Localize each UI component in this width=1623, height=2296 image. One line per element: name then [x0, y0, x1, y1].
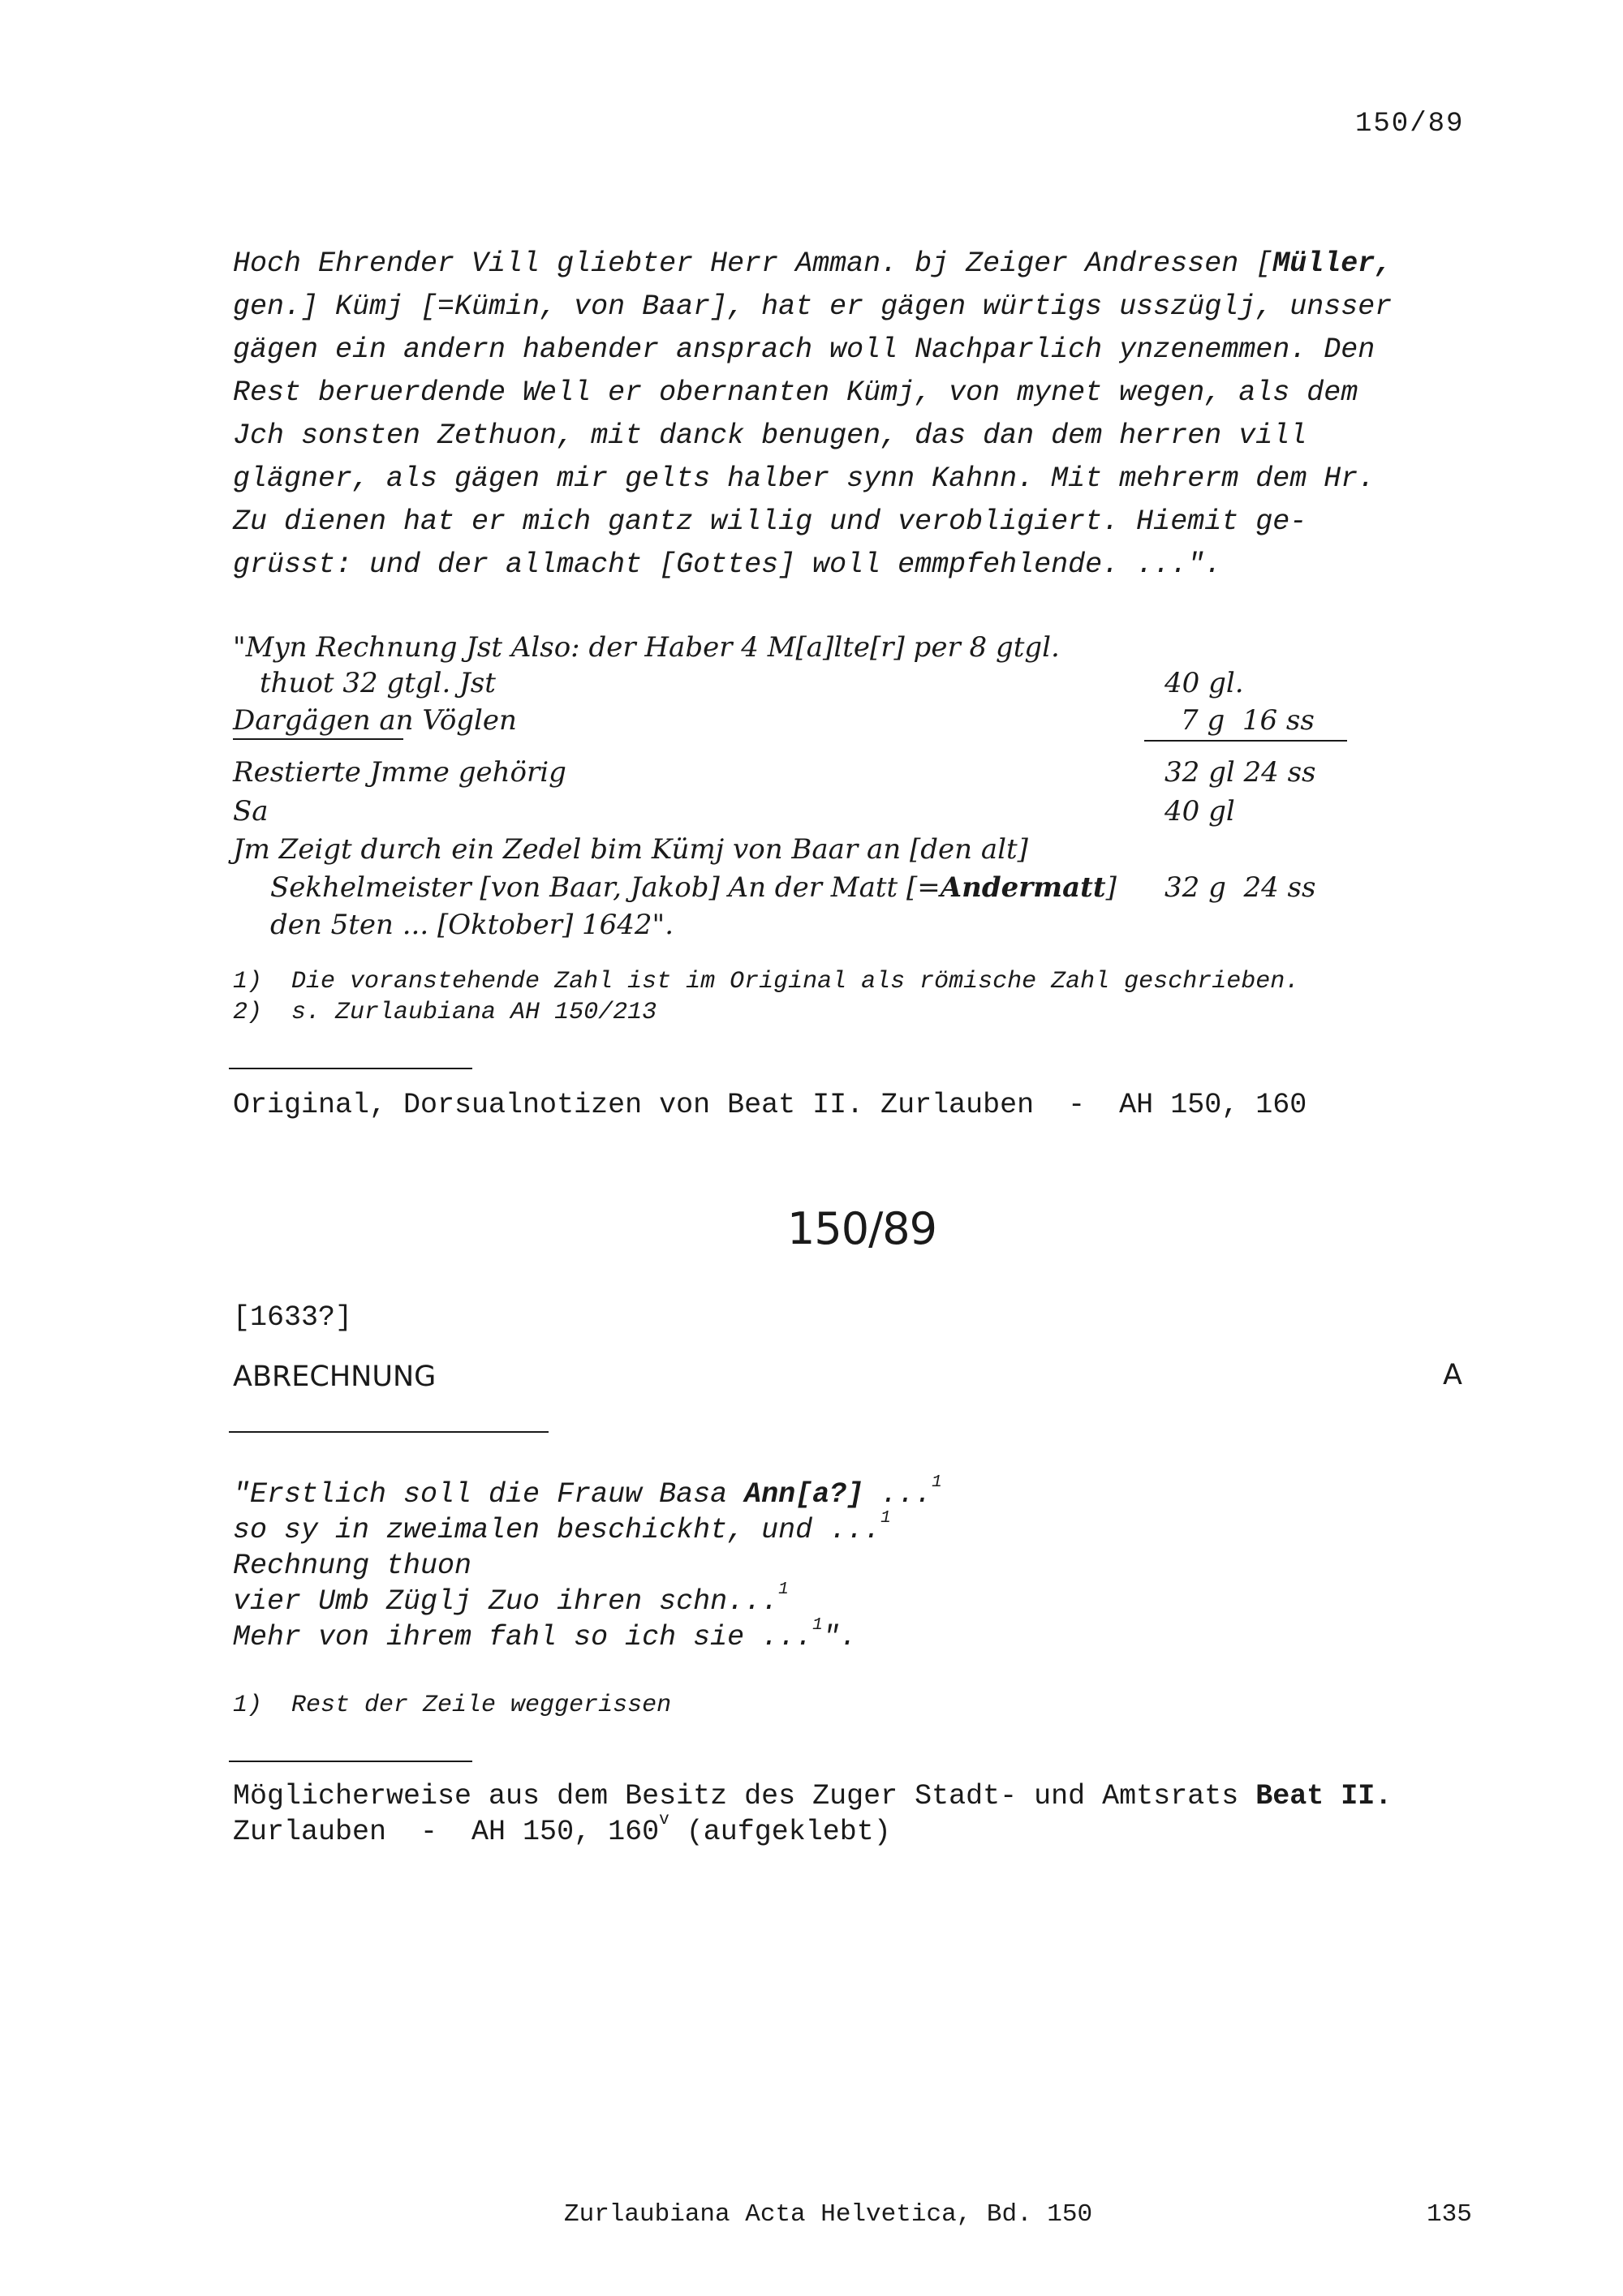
account-line: den 5ten ... [Oktober] 1642". [270, 909, 674, 941]
account-amount: 32 g 24 ss [1165, 871, 1316, 904]
divider [229, 1431, 549, 1433]
footnote: 1) Rest der Zeile weggerissen [233, 1692, 672, 1719]
source-note: Möglicherweise aus dem Besitz des Zuger Stadt- und Amtsrats Beat II. [233, 1780, 1393, 1812]
document-type-letter: A [1443, 1359, 1462, 1391]
account-line: Sa [233, 795, 269, 828]
quote-line: so sy in zweimalen beschickht, und ...$^1$ [233, 1509, 891, 1546]
sum-rule [1144, 740, 1347, 742]
letter-line: Rest beruerdende Well er obernanten Kümj, von mynet wegen, als dem [233, 376, 1358, 409]
underline [233, 738, 403, 740]
account-line: Jm Zeigt durch ein Zedel bim Kümj von Baar an [den alt] [233, 833, 1028, 866]
footnote: 2) s. Zurlaubiana AH 150/213 [233, 999, 657, 1026]
page-number: 135 [1427, 2200, 1472, 2229]
letter-line: Jch sonsten Zethuon, mit danck benugen, das dan dem herren vill [233, 419, 1307, 452]
letter-line: Hoch Ehrender Vill gliebter Herr Amman. bj Zeiger Andressen [Müller, [233, 247, 1393, 280]
divider [229, 1068, 472, 1069]
quote-line: vier Umb Züglj Zuo ihren schn...$^1$ [233, 1580, 789, 1618]
footer-title: Zurlaubiana Acta Helvetica, Bd. 150 [564, 2200, 1093, 2229]
account-line: Restierte Jmme gehörig [233, 756, 566, 789]
quote-line: Rechnung thuon [233, 1550, 472, 1582]
letter-line: gägen ein andern habender ansprach woll Nachparlich ynzenemmen. Den [233, 333, 1375, 366]
document-heading: 150/89 [787, 1203, 936, 1254]
letter-line: gen.] Kümj [=Kümin, von Baar], hat er gägen würtigs usszüglj, unsser [233, 290, 1393, 323]
letter-line: Zu dienen hat er mich gantz willig und verobligiert. Hiemit ge- [233, 505, 1307, 538]
quote-line: "Erstlich soll die Frauw Basa Ann[a?] ...$^1$ [233, 1473, 942, 1511]
source-note: Original, Dorsualnotizen von Beat II. Zurlauben - AH 150, 160 [233, 1089, 1307, 1121]
account-amount: 40 gl. [1165, 667, 1244, 699]
account-line: Dargägen an Vöglen [233, 704, 517, 737]
document-type: ABRECHNUNG [233, 1361, 437, 1393]
account-line: Sekhelmeister [von Baar, Jakob] An der Matt [=Andermatt] [270, 871, 1117, 904]
divider [229, 1761, 472, 1762]
source-note: Zurlauben - AH 150, 160$^v$ (aufgeklebt) [233, 1811, 891, 1848]
account-line: thuot 32 gtgl. Jst [260, 667, 496, 699]
account-line: "Myn Rechnung Jst Also: der Haber 4 M[a]lte[r] per 8 gtgl. [233, 631, 1060, 664]
letter-line: glägner, als gägen mir gelts halber synn Kahnn. Mit mehrerm dem Hr. [233, 462, 1375, 495]
page-reference: 150/89 [1355, 109, 1465, 140]
account-amount: 32 gl 24 ss [1165, 756, 1316, 789]
quote-line: Mehr von ihrem fahl so ich sie ...$^1$". [233, 1616, 857, 1653]
account-amount: 40 gl [1165, 795, 1235, 828]
account-amount: 7 g 16 ss [1181, 704, 1315, 737]
document-date: [1633?] [233, 1301, 353, 1334]
letter-line: grüsst: und der allmacht [Gottes] woll emmpfehlende. ...". [233, 548, 1222, 581]
footnote: 1) Die voranstehende Zahl ist im Original als römische Zahl geschrieben. [233, 968, 1300, 995]
